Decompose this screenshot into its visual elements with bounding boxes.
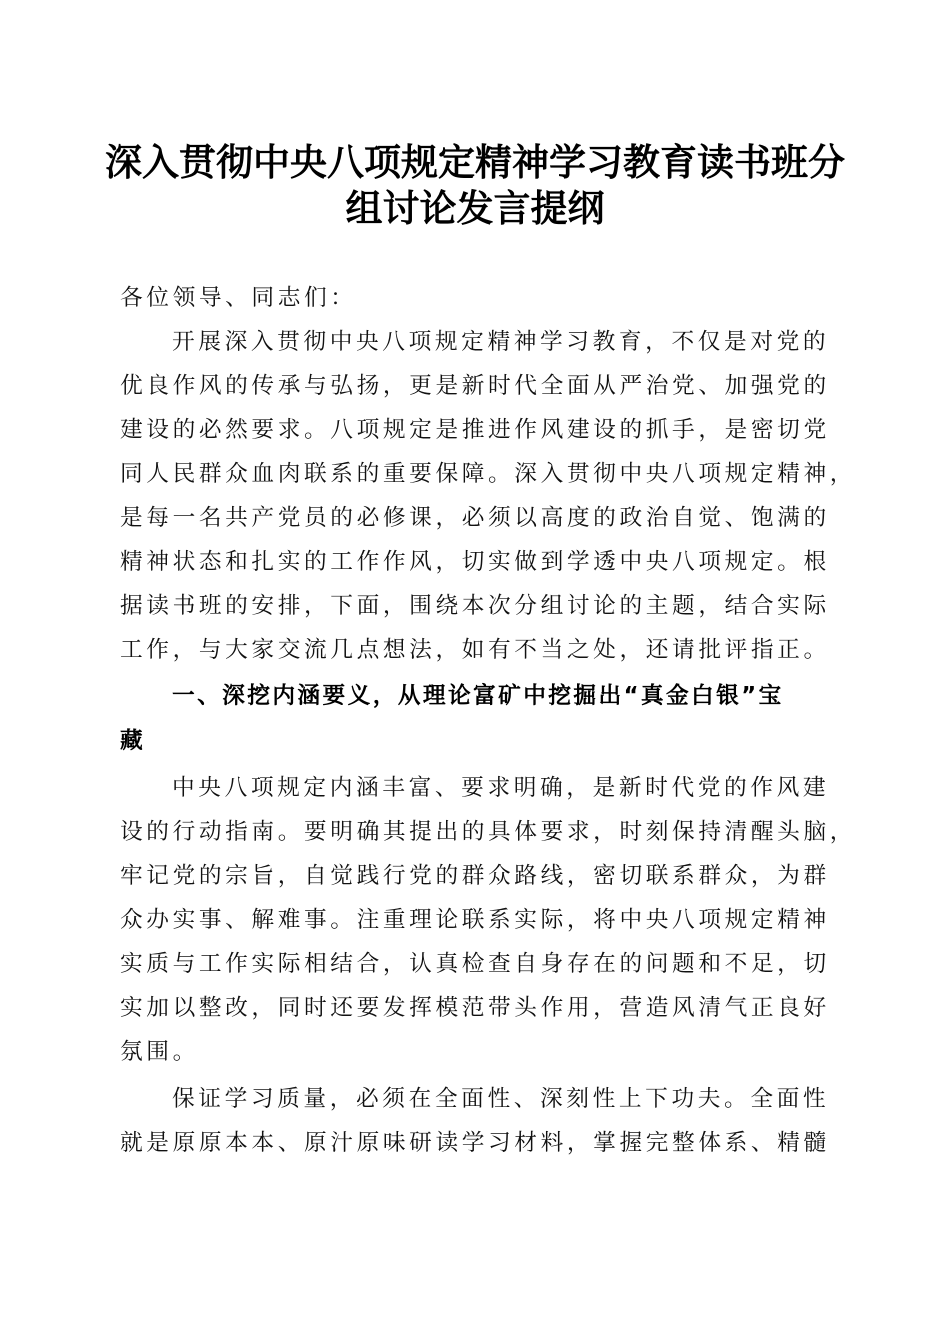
section-1-heading-line-2: 藏 (120, 728, 146, 754)
section-1-para-1-line-2: 设的行动指南。要明确其提出的具体要求，时刻保持清醒头脑， (120, 819, 857, 845)
salutation: 各位领导、同志们： (120, 285, 357, 311)
intro-line-8: 工作，与大家交流几点想法，如有不当之处，还请批评指正。 (120, 637, 830, 663)
intro-line-6: 精神状态和扎实的工作作风，切实做到学透中央八项规定。根 (120, 549, 830, 575)
intro-line-4: 同人民群众血肉联系的重要保障。深入贯彻中央八项规定精神， (120, 461, 857, 487)
section-1-para-1-line-3: 牢记党的宗旨，自觉践行党的群众路线，密切联系群众，为群 (120, 863, 830, 889)
section-1-para-2-line-2: 就是原原本本、原汁原味研读学习材料，掌握完整体系、精髓 (120, 1130, 830, 1156)
intro-line-3: 建设的必然要求。八项规定是推进作风建设的抓手，是密切党 (120, 417, 830, 443)
section-1-heading-line-1: 一、深挖内涵要义，从理论富矿中挖掘出“真金白银”宝 (172, 683, 784, 709)
intro-line-5: 是每一名共产党员的必修课，必须以高度的政治自觉、饱满的 (120, 505, 830, 531)
intro-line-2: 优良作风的传承与弘扬，更是新时代全面从严治党、加强党的 (120, 373, 830, 399)
section-1-para-1-line-6: 实加以整改，同时还要发挥模范带头作用，营造风清气正良好 (120, 995, 830, 1021)
intro-line-1: 开展深入贯彻中央八项规定精神学习教育，不仅是对党的 (172, 329, 830, 355)
document-title-line-1: 深入贯彻中央八项规定精神学习教育读书班分 (105, 140, 845, 184)
document-title-line-2: 组讨论发言提纲 (345, 186, 605, 230)
section-1-para-2-line-1: 保证学习质量，必须在全面性、深刻性上下功夫。全面性 (172, 1086, 830, 1112)
intro-line-7: 据读书班的安排，下面，围绕本次分组讨论的主题，结合实际 (120, 593, 830, 619)
section-1-para-1-line-1: 中央八项规定内涵丰富、要求明确，是新时代党的作风建 (172, 775, 830, 801)
section-1-para-1-line-4: 众办实事、解难事。注重理论联系实际，将中央八项规定精神 (120, 907, 830, 933)
section-1-para-1-line-5: 实质与工作实际相结合，认真检查自身存在的问题和不足，切 (120, 951, 830, 977)
section-1-para-1-line-7: 氛围。 (120, 1039, 199, 1065)
